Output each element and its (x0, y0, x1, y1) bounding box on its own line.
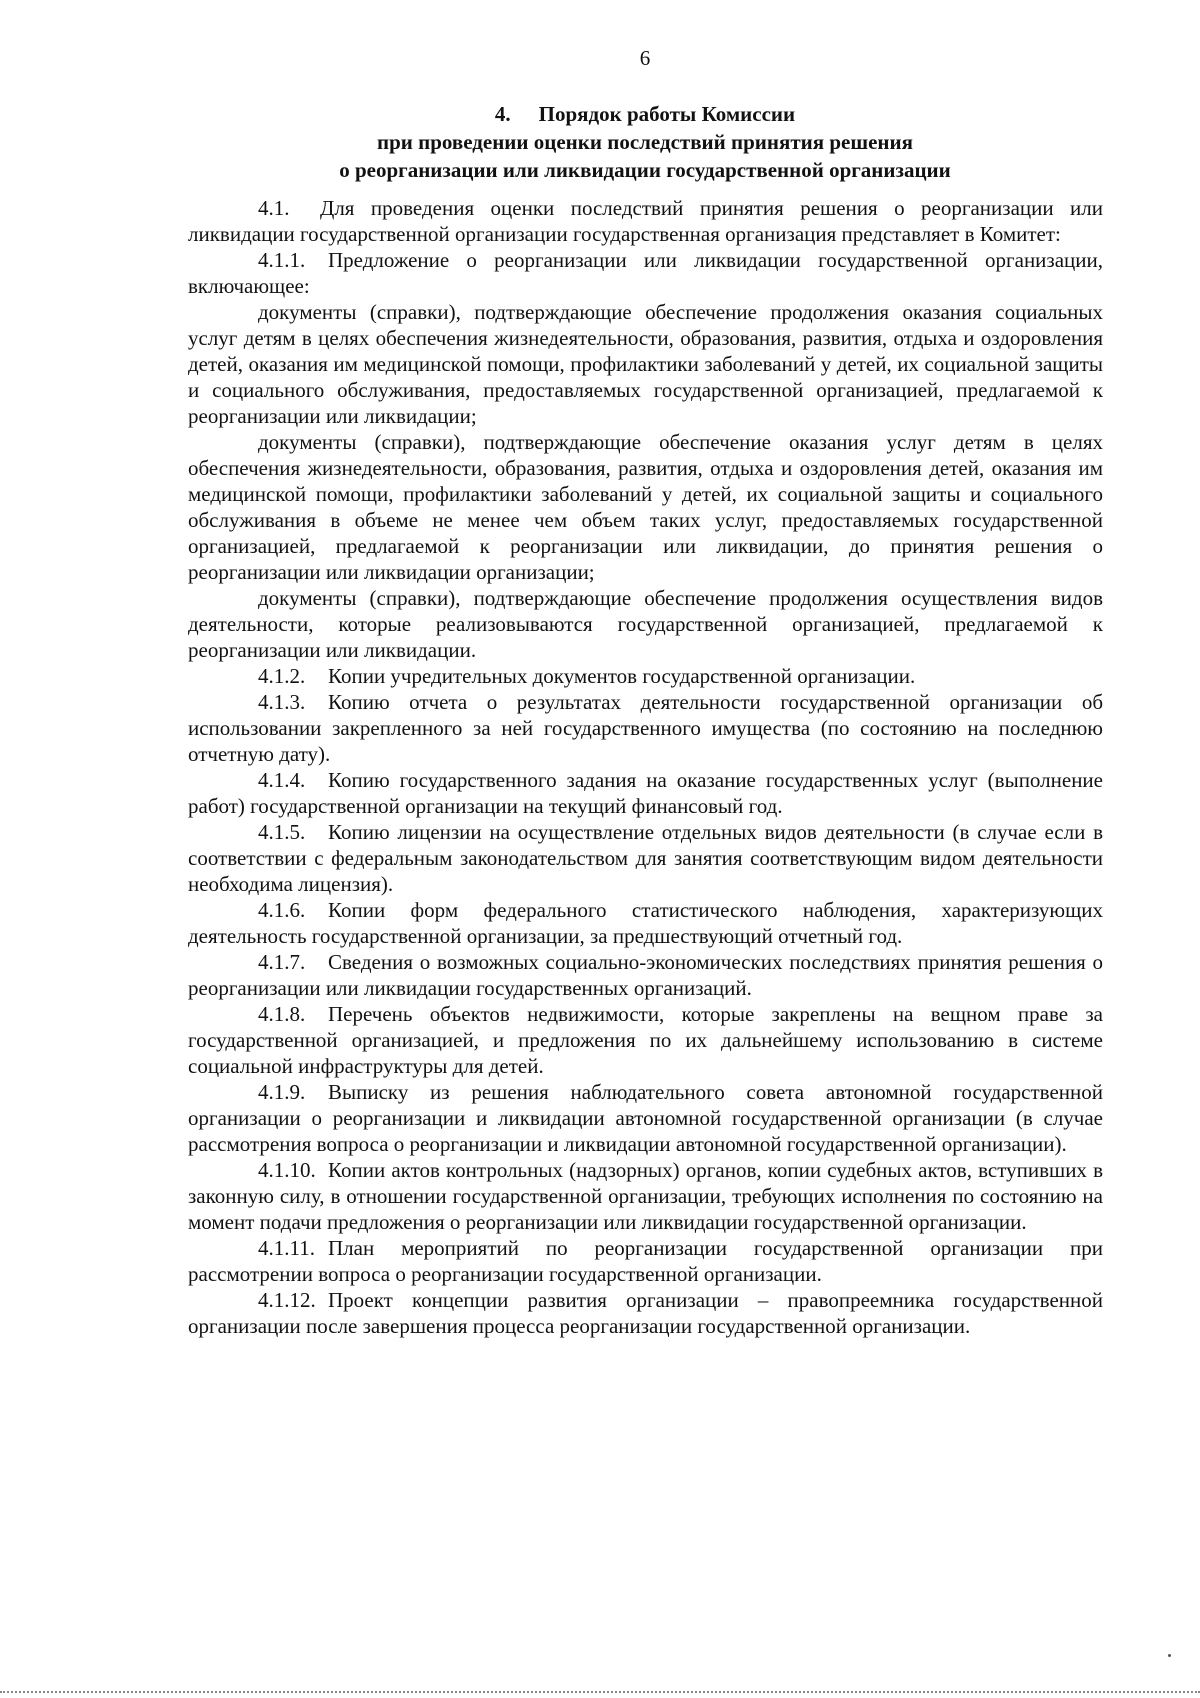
paragraph-4-1-8 (188, 1001, 1103, 1079)
clause-number: 4.1.1. (258, 248, 306, 272)
paragraph-documents-1 (188, 299, 1103, 429)
paragraph-text: Для проведения оценки последствий принятия решения о реорганизации или ликвидации государственной организации государственная организация представляет в Комитет: (188, 196, 1103, 246)
clause-number: 4.1.5. (258, 820, 306, 844)
clause-number: 4.1.9. (258, 1080, 306, 1104)
paragraph-text: документы (справки), подтверждающие обеспечение оказания услуг детям в целях обеспечения жизнедеятельности, образования, развития, отдыха и оздоровления детей, оказания им медицинской помощи, профилактики заболеваний у детей, их социальной защиты и социального обслуживания в объеме не менее чем объем таких услуг, предоставляемых государственной организацией, предлагаемой к реорганизации или ликвидации, до принятия решения о реорганизации или ликвидации организации; (188, 430, 1103, 584)
clause-number: 4.1.2. (258, 664, 306, 688)
paragraph-4-1-4 (188, 767, 1103, 819)
paragraph-documents-2 (188, 429, 1103, 585)
paragraph-text: Копию лицензии на осуществление отдельных видов деятельности (в случае если в соответствии с федеральным законодательством для занятия соответствующим видом деятельности необходима лицензия). (188, 820, 1103, 896)
paragraph-4-1-9 (188, 1079, 1103, 1157)
heading-line-1 (150, 100, 1140, 128)
paragraph-text: Копию государственного задания на оказание государственных услуг (выполнение работ) государственной организации на текущий финансовый год. (188, 768, 1103, 818)
page-number: 6 (639, 46, 651, 70)
paragraph-text: Копии актов контрольных (надзорных) органов, копии судебных актов, вступивших в законную силу, в отношении государственной организации, требующих исполнения по состоянию на момент подачи предложения о реорганизации или ликвидации государственной организации. (188, 1158, 1103, 1234)
clause-number: 4.1. (258, 196, 290, 220)
clause-number: 4.1.8. (258, 1002, 306, 1026)
paragraph-4-1-3 (188, 689, 1103, 767)
paragraph-text: Предложение о реорганизации или ликвидации государственной организации, включающее: (188, 248, 1103, 298)
body-text (188, 195, 1103, 1339)
paragraph-text: Перечень объектов недвижимости, которые закреплены на вещном праве за государственной организацией, и предложения по их дальнейшему использованию в системе социальной инфраструктуры для детей. (188, 1002, 1103, 1078)
paragraph-4-1-7 (188, 949, 1103, 1001)
paragraph-text: План мероприятий по реорганизации государственной организации при рассмотрении вопроса о реорганизации государственной организации. (188, 1236, 1103, 1286)
heading-line-3: о реорганизации или ликвидации государственной организации (339, 158, 951, 182)
paragraph-text: Сведения о возможных социально-экономических последствиях принятия решения о реорганизации или ликвидации государственных организаций. (188, 950, 1103, 1000)
paragraph-text: Копии форм федерального статистического наблюдения, характеризующих деятельность государственной организации, за предшествующий отчетный год. (188, 898, 1103, 948)
clause-number: 4.1.10. (258, 1158, 316, 1182)
scan-edge-line (0, 1691, 1200, 1693)
paragraph-4-1 (188, 195, 1103, 247)
paragraph-text: Копию отчета о результатах деятельности государственной организации об использовании закрепленного за ней государственного имущества (по состоянию на последнюю отчетную дату). (188, 690, 1103, 766)
clause-number: 4.1.3. (258, 690, 306, 714)
scan-speck (1168, 1654, 1171, 1657)
clause-number: 4.1.6. (258, 898, 306, 922)
paragraph-4-1-12 (188, 1287, 1103, 1339)
paragraph-4-1-10 (188, 1157, 1103, 1235)
paragraph-text: Проект концепции развития организации – правопреемника государственной организации после завершения процесса реорганизации государственной организации. (188, 1288, 1103, 1338)
paragraph-4-1-2 (188, 663, 1103, 689)
paragraph-text: Копии учредительных документов государственной организации. (328, 664, 916, 688)
paragraph-documents-3 (188, 585, 1103, 663)
paragraph-4-1-11 (188, 1235, 1103, 1287)
heading-title: Порядок работы Комиссии (538, 102, 796, 126)
section-heading (150, 100, 1140, 184)
paragraph-4-1-6 (188, 897, 1103, 949)
paragraph-text: документы (справки), подтверждающие обеспечение продолжения оказания социальных услуг детям в целях обеспечения жизнедеятельности, образования, развития, отдыха и оздоровления детей, оказания им медицинской помощи, профилактики заболеваний у детей, их социальной защиты и социального обслуживания, предоставляемых государственной организацией, предлагаемой к реорганизации или ликвидации; (188, 300, 1103, 428)
clause-number: 4.1.7. (258, 950, 306, 974)
clause-number: 4.1.11. (258, 1236, 315, 1260)
paragraph-text: документы (справки), подтверждающие обеспечение продолжения осуществления видов деятельности, которые реализовываются государственной организацией, предлагаемой к реорганизации или ликвидации. (188, 586, 1103, 662)
clause-number: 4.1.12. (258, 1288, 316, 1312)
paragraph-4-1-5 (188, 819, 1103, 897)
paragraph-4-1-1 (188, 247, 1103, 299)
heading-line-2: при проведении оценки последствий принятия решения (376, 130, 913, 154)
clause-number: 4.1.4. (258, 768, 306, 792)
paragraph-text: Выписку из решения наблюдательного совета автономной государственной организации о реорганизации и ликвидации автономной государственной организации (в случае рассмотрения вопроса о реорганизации и ликвидации автономной государственной организации). (188, 1080, 1103, 1156)
section-number: 4. (494, 102, 511, 126)
